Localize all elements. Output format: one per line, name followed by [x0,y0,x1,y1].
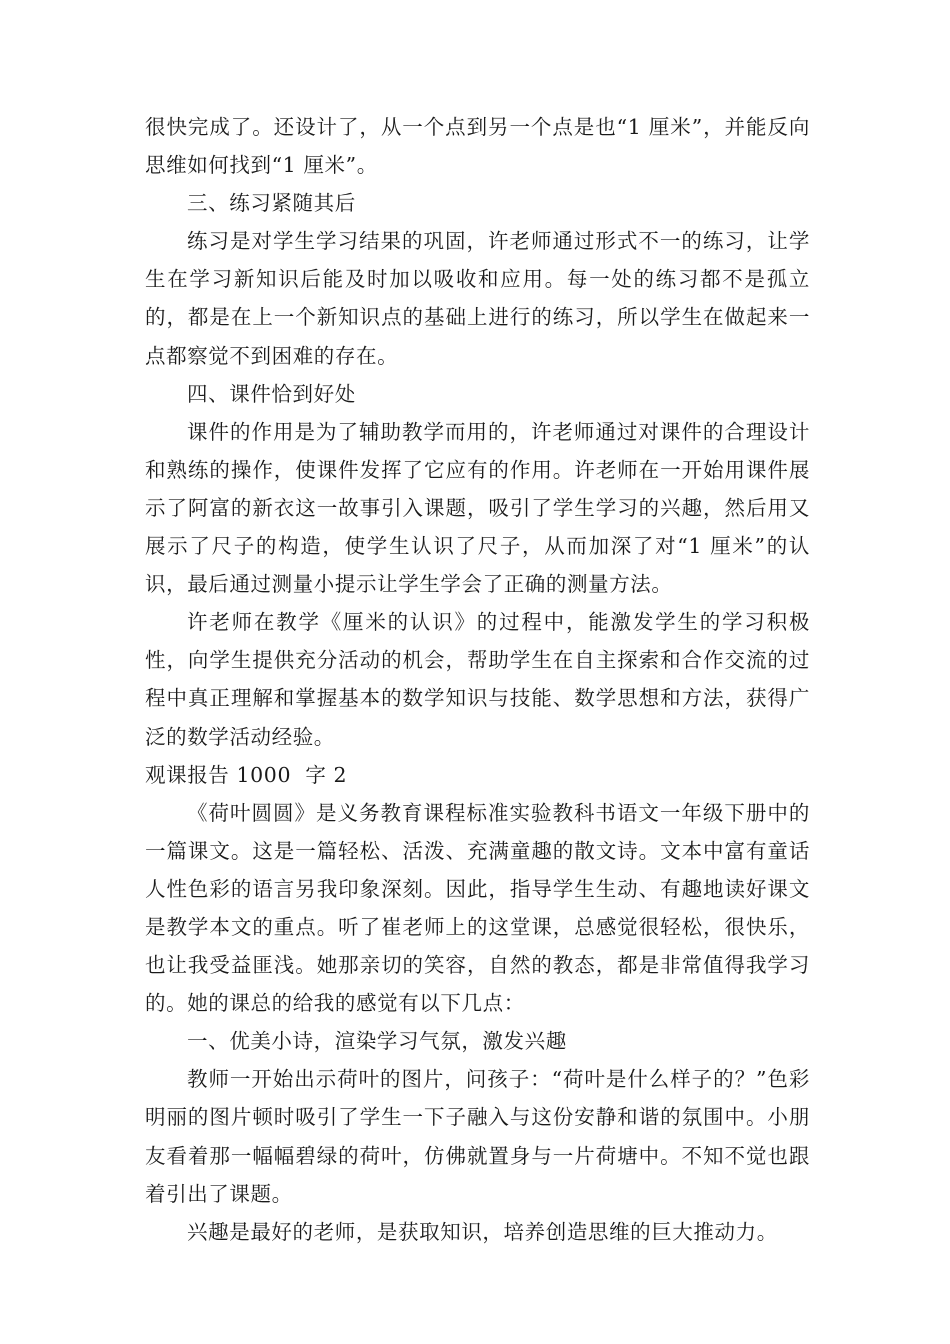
section-heading-three: 三、练习紧随其后 [187,191,356,216]
section-heading-one: 一、优美小诗，渲染学习气氛，激发兴趣 [187,1029,567,1054]
paragraph: 《荷叶圆圆》是义务教育课程标准实验教科书语文一年级下册中的一篇课文。这是一篇轻松、活泼、充满童趣的散文诗。文本中富有童话人性色彩的语言另我印象深刻。因此，指导学生生动、有趣地读好课文是教学本文的重点。听了崔老师上的这堂课，总感觉很轻松，很快乐，也让我受益匪浅。她那亲切的笑容，自然的教态，都是非常值得我学习的。她的课总的给我的感觉有以下几点： [145,800,810,1016]
document-body [145,108,810,1251]
report-title: 观课报告 1000 字 2 [145,762,348,787]
paragraph: 课件的作用是为了辅助教学而用的，许老师通过对课件的合理设计和熟练的操作，使课件发挥了它应有的作用。许老师在一开始用课件展示了阿富的新衣这一故事引入课题，吸引了学生学习的兴趣，然后用又展示了尺子的构造，使学生认识了尺子，从而加深了对“1 厘米”的认识，最后通过测量小提示让学生学会了正确的测量方法。 [145,419,810,597]
paragraph: 很快完成了。还设计了，从一个点到另一个点是也“1 厘米”，并能反向思维如何找到“1 厘米”。 [145,115,810,178]
paragraph: 教师一开始出示荷叶的图片，问孩子：“荷叶是什么样子的？”色彩明丽的图片顿时吸引了学生一下子融入与这份安静和谐的氛围中。小朋友看着那一幅幅碧绿的荷叶，仿佛就置身与一片荷塘中。不知不觉也跟着引出了课题。 [145,1067,810,1206]
paragraph: 许老师在教学《厘米的认识》的过程中，能激发学生的学习积极性，向学生提供充分活动的机会，帮助学生在自主探索和合作交流的过程中真正理解和掌握基本的数学知识与技能、数学思想和方法，获得广泛的数学活动经验。 [145,610,810,749]
section-heading-four: 四、课件恰到好处 [187,381,356,406]
paragraph: 练习是对学生学习结果的巩固，许老师通过形式不一的练习，让学生在学习新知识后能及时加以吸收和应用。每一处的练习都不是孤立的，都是在上一个新知识点的基础上进行的练习，所以学生在做起来一点都察觉不到困难的存在。 [145,229,810,368]
paragraph: 兴趣是最好的老师，是获取知识，培养创造思维的巨大推动力。 [187,1219,778,1244]
